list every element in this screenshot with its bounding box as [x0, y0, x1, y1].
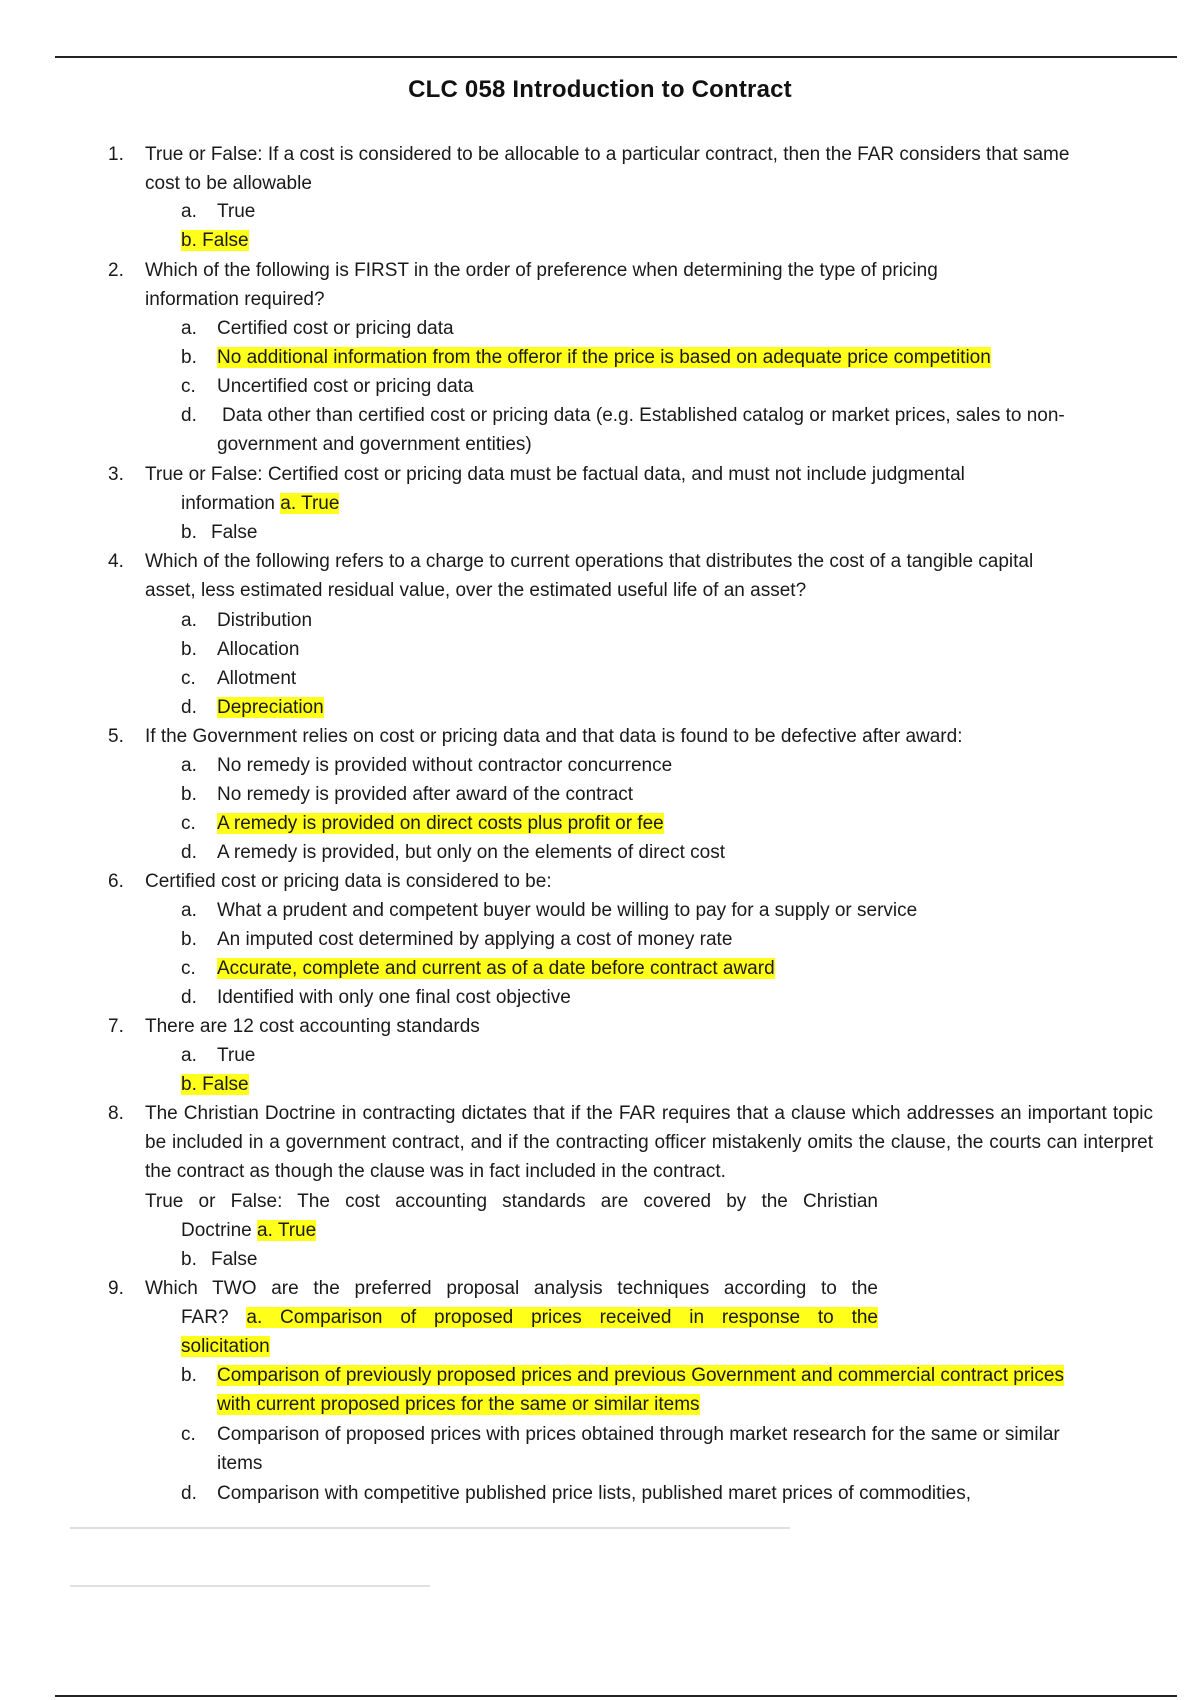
question-text: True or False: If a cost is considered to be allocable to a particular contract, then the FAR considers that same cost to be allowable [145, 144, 1070, 194]
question-number: 6. [108, 871, 124, 892]
question-number: 3. [108, 464, 124, 485]
question-7 [108, 1012, 1098, 1041]
option: a. True [181, 201, 256, 222]
option-answer-cont: solicitation [181, 1336, 270, 1357]
question-number: 1. [108, 144, 124, 165]
question-5 [108, 722, 1098, 751]
question-text: True or False: Certified cost or pricing data must be factual data, and must not include judgmental [145, 464, 965, 485]
question-text: Certified cost or pricing data is considered to be: [145, 871, 552, 892]
option-answer: d. Depreciation [181, 697, 324, 718]
question-text: The Christian Doctrine in contracting dictates that if the FAR requires that a clause which addresses an important topic be included in a government contract, and if the contracting officer mistakenly omits the clause, the courts can interpret the contract as though the clause was in fact included in the contract. [145, 1103, 1153, 1182]
option: c. Allotment [181, 668, 297, 689]
option: b. False [181, 522, 258, 543]
document-title: CLC 058 Introduction to Contract [408, 76, 792, 103]
option: c. Comparison of proposed prices with prices obtained through market research for the same or similar items [181, 1424, 1060, 1474]
question-text: Which of the following is FIRST in the order of preference when determining the type of pricing information required? [145, 260, 938, 310]
option: b. False [181, 1249, 258, 1270]
question-6 [108, 867, 1098, 896]
question-number: 8. [108, 1103, 124, 1124]
question-text: There are 12 cost accounting standards [145, 1016, 480, 1037]
option: b. No remedy is provided after award of the contract [181, 784, 634, 805]
scan-artifact [70, 1585, 430, 1587]
question-text: Which of the following refers to a charge to current operations that distributes the cost of a tangible capital asset, less estimated residual value, over the estimated useful life of an asset? [145, 551, 1034, 601]
question-number: 9. [108, 1278, 124, 1299]
option: c. Uncertified cost or pricing data [181, 376, 474, 397]
option-answer: b. False [181, 1074, 249, 1095]
question-number: 5. [108, 726, 124, 747]
question-number: 2. [108, 260, 124, 281]
option-answer: FAR? a. Comparison of proposed prices received in response to the [181, 1307, 878, 1328]
option-answer: b. False [181, 230, 249, 251]
option: a. Certified cost or pricing data [181, 318, 454, 339]
option: a. No remedy is provided without contractor concurrence [181, 755, 673, 776]
question-4 [108, 547, 1098, 605]
question-number: 7. [108, 1016, 124, 1037]
top-rule [55, 56, 1177, 58]
question-text: If the Government relies on cost or pricing data and that data is found to be defective after award: [145, 726, 963, 747]
question-8-subtext: True or False: The cost accounting standards are covered by the Christian [145, 1191, 878, 1212]
option-answer: Doctrine a. True [181, 1220, 317, 1241]
option: d. Identified with only one final cost objective [181, 987, 571, 1008]
option-answer: b. No additional information from the offeror if the price is based on adequate price competition [181, 347, 991, 368]
question-1 [108, 140, 1098, 198]
option: a. Distribution [181, 610, 313, 631]
option: b. An imputed cost determined by applying a cost of money rate [181, 929, 733, 950]
option: d. A remedy is provided, but only on the elements of direct cost [181, 842, 725, 863]
option: a. True [181, 1045, 256, 1066]
option: d. Data other than certified cost or pricing data (e.g. Established catalog or market prices, sales to non- government and government entities) [181, 405, 1065, 455]
option: a. What a prudent and competent buyer would be willing to pay for a supply or service [181, 900, 918, 921]
bottom-rule [55, 1695, 1177, 1697]
option-answer: c. Accurate, complete and current as of a date before contract award [181, 958, 775, 979]
option: b. Allocation [181, 639, 300, 660]
question-text: Which TWO are the preferred proposal analysis techniques according to the [145, 1278, 878, 1299]
question-2 [108, 256, 1098, 314]
question-3 [108, 460, 1098, 489]
scan-artifact [70, 1527, 790, 1529]
option-answer: c. A remedy is provided on direct costs plus profit or fee [181, 813, 664, 834]
question-number: 4. [108, 551, 124, 572]
option-answer: b. Comparison of previously proposed prices and previous Government and commercial contract prices with current proposed prices for the same or similar items [181, 1365, 1064, 1415]
option-answer: information a. True [181, 493, 340, 514]
option: d. Comparison with competitive published price lists, published maret prices of commodities, [181, 1483, 971, 1504]
question-8 [108, 1099, 1153, 1186]
question-9 [108, 1274, 878, 1303]
